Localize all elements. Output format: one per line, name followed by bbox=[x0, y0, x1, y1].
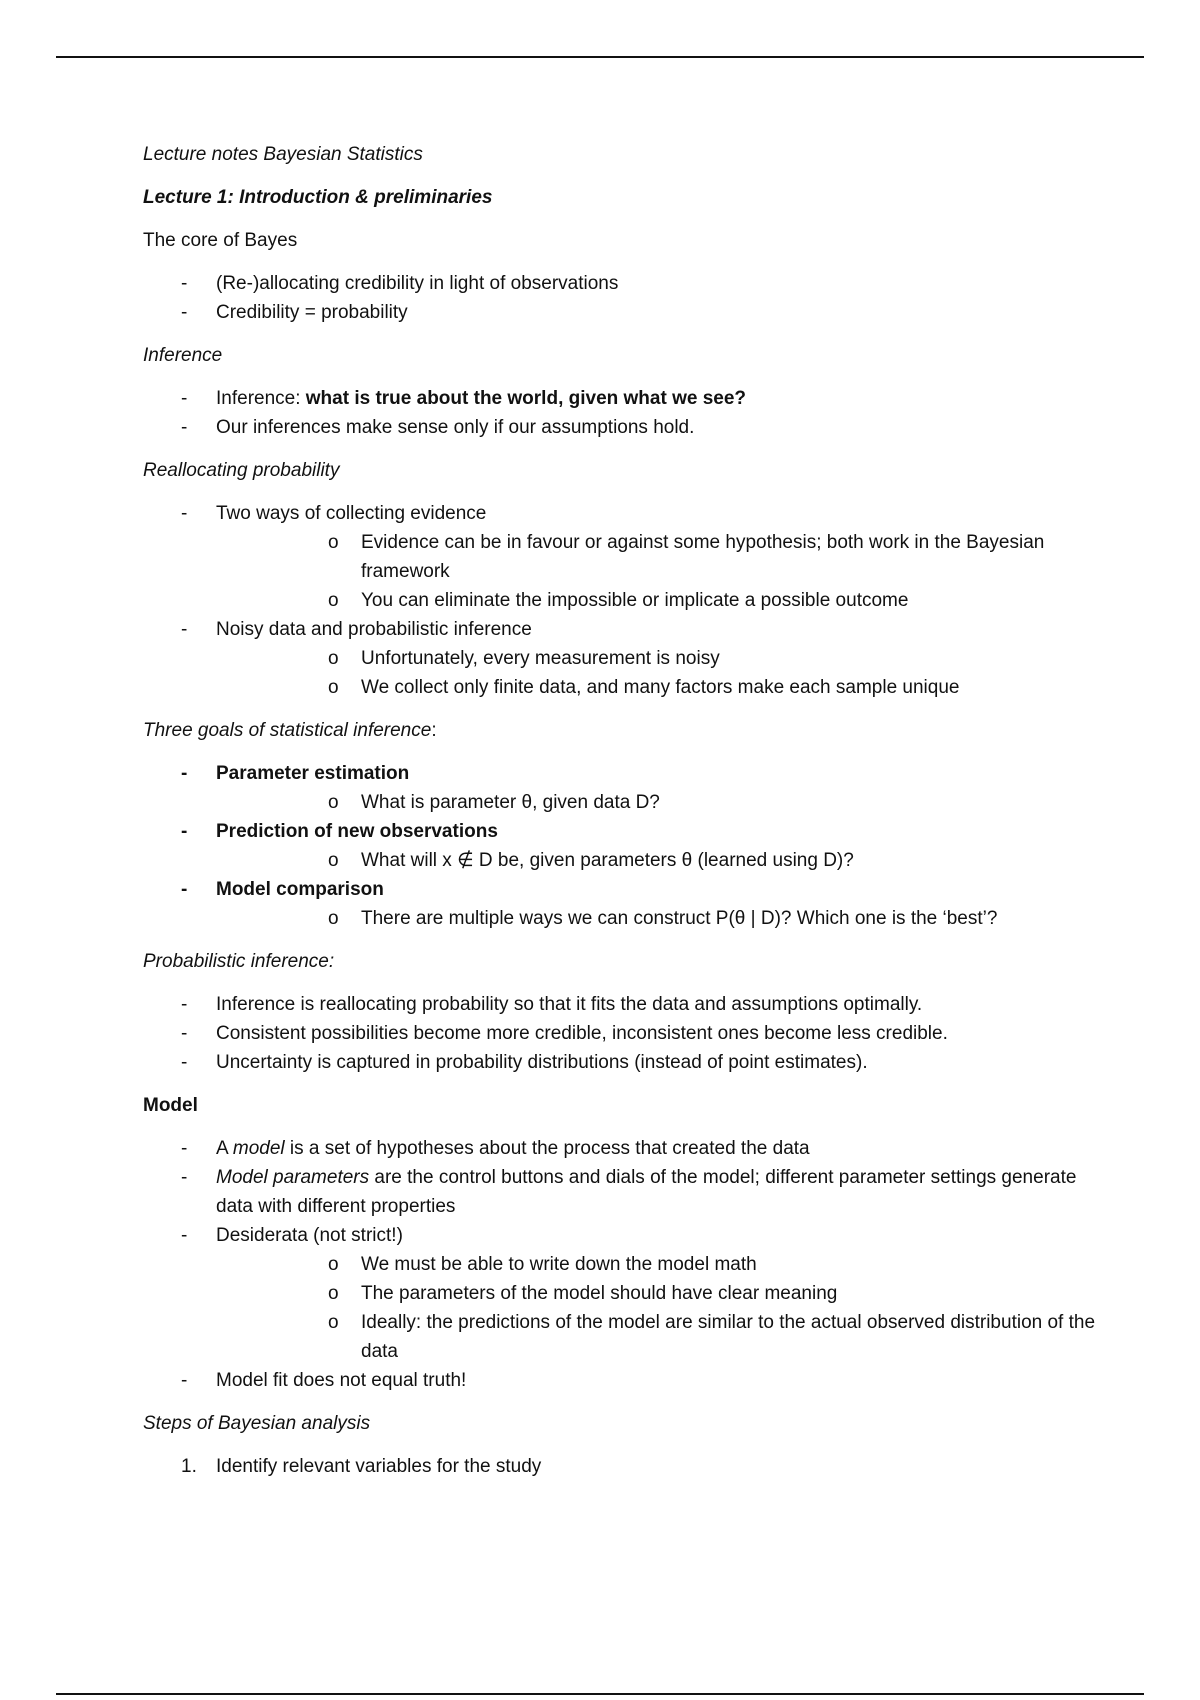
dash-marker: - bbox=[181, 417, 188, 438]
sub-list bbox=[216, 904, 1103, 933]
circle-marker: o bbox=[328, 677, 339, 698]
sub-list-item: o Unfortunately, every measurement is noisy bbox=[216, 644, 1103, 673]
circle-marker: o bbox=[328, 590, 339, 611]
list-item: - Inference is reallocating probability so that it fits the data and assumptions optimally. bbox=[143, 990, 1103, 1019]
list-item: - Uncertainty is captured in probability distributions (instead of point estimates). bbox=[143, 1048, 1103, 1077]
sub-list-item: o Ideally: the predictions of the model are similar to the actual observed distribution of the data bbox=[216, 1308, 1103, 1366]
circle-marker: o bbox=[328, 792, 339, 813]
sub-list bbox=[216, 846, 1103, 875]
list-item: - Model comparison o There are multiple ways we can construct P(θ | D)? Which one is the ‘best’? bbox=[143, 875, 1103, 933]
dash-marker: - bbox=[181, 1225, 188, 1246]
lecture-heading: Lecture 1: Introduction & preliminaries bbox=[143, 187, 493, 208]
sub-list bbox=[216, 1250, 1103, 1366]
circle-marker: o bbox=[328, 648, 339, 669]
list-item: - Parameter estimation o What is parameter θ, given data D? bbox=[143, 759, 1103, 817]
section-core-heading: The core of Bayes bbox=[143, 230, 298, 251]
inference-list bbox=[143, 384, 1103, 442]
core-list bbox=[143, 269, 1103, 327]
list-item: - Prediction of new observations o What will x ∉ D be, given parameters θ (learned using D)? bbox=[143, 817, 1103, 875]
list-item: - Two ways of collecting evidence o Evidence can be in favour or against some hypothesis; both work in the Bayesian framework o You can eliminate the impossible or implicate a possible outcome bbox=[143, 499, 1103, 615]
list-item: - Noisy data and probabilistic inference o Unfortunately, every measurement is noisy o We collect only finite data, and many factors make each sample unique bbox=[143, 615, 1103, 702]
dash-marker: - bbox=[181, 879, 188, 900]
list-item: - Consistent possibilities become more credible, inconsistent ones become less credible. bbox=[143, 1019, 1103, 1048]
section-inference-heading: Inference bbox=[143, 345, 223, 366]
sub-list-item: o We collect only finite data, and many factors make each sample unique bbox=[216, 673, 1103, 702]
list-item: 1. Identify relevant variables for the study bbox=[143, 1452, 1103, 1481]
document-title: Lecture notes Bayesian Statistics bbox=[143, 144, 423, 165]
dash-marker: - bbox=[181, 503, 188, 524]
dash-marker: - bbox=[181, 273, 188, 294]
bottom-rule bbox=[56, 1693, 1144, 1695]
sub-list bbox=[216, 788, 1103, 817]
sub-list-item: o Evidence can be in favour or against some hypothesis; both work in the Bayesian framework bbox=[216, 528, 1103, 586]
dash-marker: - bbox=[181, 1052, 188, 1073]
realloc-list bbox=[143, 499, 1103, 702]
section-model-heading: Model bbox=[143, 1095, 198, 1116]
dash-marker: - bbox=[181, 1167, 188, 1188]
list-item: - Model fit does not equal truth! bbox=[143, 1366, 1103, 1395]
dash-marker: - bbox=[181, 1138, 188, 1159]
dash-marker: - bbox=[181, 619, 188, 640]
dash-marker: - bbox=[181, 763, 188, 784]
section-probabilistic-heading: Probabilistic inference: bbox=[143, 951, 335, 972]
steps-list bbox=[143, 1452, 1103, 1481]
section-steps-heading: Steps of Bayesian analysis bbox=[143, 1413, 371, 1434]
dash-marker: - bbox=[181, 388, 188, 409]
list-item: - Model parameters are the control buttons and dials of the model; different parameter settings generate data with different properties bbox=[143, 1163, 1103, 1221]
dash-marker: - bbox=[181, 1370, 188, 1391]
sub-list-item: o The parameters of the model should have clear meaning bbox=[216, 1279, 1103, 1308]
goals-list bbox=[143, 759, 1103, 933]
number-marker: 1. bbox=[181, 1456, 197, 1477]
dash-marker: - bbox=[181, 1023, 188, 1044]
document-body bbox=[143, 140, 1103, 1495]
model-list bbox=[143, 1134, 1103, 1395]
list-item: - (Re-)allocating credibility in light of observations bbox=[143, 269, 1103, 298]
circle-marker: o bbox=[328, 908, 339, 929]
circle-marker: o bbox=[328, 1283, 339, 1304]
sub-list-item: o You can eliminate the impossible or implicate a possible outcome bbox=[216, 586, 1103, 615]
sub-list-item: o There are multiple ways we can construct P(θ | D)? Which one is the ‘best’? bbox=[216, 904, 1103, 933]
section-goals-heading: Three goals of statistical inference: bbox=[143, 720, 437, 741]
sub-list bbox=[216, 528, 1103, 615]
list-item: - Our inferences make sense only if our assumptions hold. bbox=[143, 413, 1103, 442]
sub-list-item: o We must be able to write down the model math bbox=[216, 1250, 1103, 1279]
sub-list-item: o What will x ∉ D be, given parameters θ (learned using D)? bbox=[216, 846, 1103, 875]
top-rule bbox=[56, 56, 1144, 58]
list-item: - Desiderata (not strict!) o We must be able to write down the model math o The parameters of the model should have clear meaning o Ideally: the predictions of the model are similar to the actual observed distribution of the data bbox=[143, 1221, 1103, 1366]
probabilistic-list bbox=[143, 990, 1103, 1077]
circle-marker: o bbox=[328, 1312, 339, 1333]
list-item: - Inference: what is true about the world, given what we see? bbox=[143, 384, 1103, 413]
circle-marker: o bbox=[328, 850, 339, 871]
sub-list-item: o What is parameter θ, given data D? bbox=[216, 788, 1103, 817]
sub-list bbox=[216, 644, 1103, 702]
section-realloc-heading: Reallocating probability bbox=[143, 460, 340, 481]
list-item: - Credibility = probability bbox=[143, 298, 1103, 327]
list-item: - A model is a set of hypotheses about the process that created the data bbox=[143, 1134, 1103, 1163]
dash-marker: - bbox=[181, 302, 188, 323]
circle-marker: o bbox=[328, 532, 339, 553]
dash-marker: - bbox=[181, 994, 188, 1015]
dash-marker: - bbox=[181, 821, 188, 842]
circle-marker: o bbox=[328, 1254, 339, 1275]
